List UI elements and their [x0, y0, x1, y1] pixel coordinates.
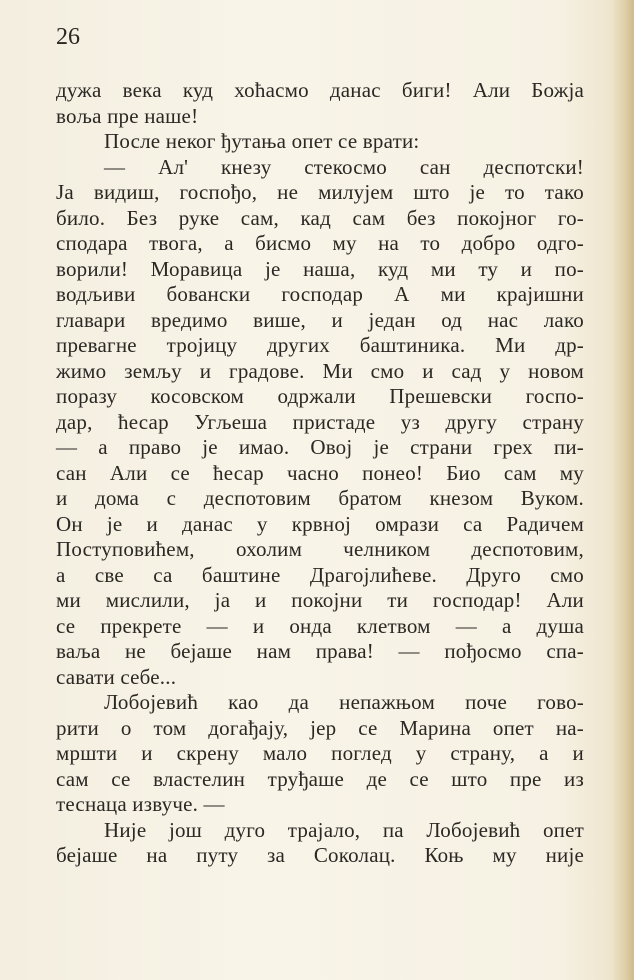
text-line: жимо земљу и градове. Ми смо и сад у новом [56, 358, 584, 383]
text-line: бејаше на путу за Соколац. Коњ му није [56, 843, 584, 867]
text-line: — Ал' кнезу стекосмо сан деспотски! [104, 154, 584, 179]
text-line: воља пре наше! [56, 103, 199, 128]
text-line: — а право је имао. Овој је страни грех пи- [56, 435, 584, 459]
text-line: водљиви бовански господар А ми крајишни [56, 282, 584, 306]
text-line: а све са баштине Драгојлићеве. Друго смо [56, 562, 584, 587]
body-text [56, 78, 584, 869]
text-line: дар, ћесар Угљеша пристаде уз другу страну [56, 409, 584, 434]
text-line: сам се властелин труђаше де се што пре из [56, 766, 584, 791]
page-number: 26 [56, 24, 80, 50]
text-line: Није још дуго трајало, па Лобојевић опет [104, 817, 584, 842]
text-line: Лобојевић као да непажњом поче гово- [104, 690, 584, 714]
text-line: Он је и данас у крвној омрази са Радичем [56, 511, 584, 536]
text-line: Поступовићем, охолим челником деспотовим, [56, 537, 584, 561]
text-line: Ја видиш, госпођо, не милујем што је то тако [56, 180, 584, 204]
text-line: ми мислили, ја и покојни ти господар! Али [56, 588, 584, 612]
text-line: се прекрете — и онда клетвом — а душа [56, 613, 584, 638]
text-line: превагне тројицу других баштиника. Ми др- [56, 333, 584, 357]
text-line: главари вредимо више, и један од нас лако [56, 307, 584, 332]
text-line: поразу косовском одржали Прешевски госпо- [56, 384, 584, 408]
text-line: дужа века куд хоћасмо данас биги! Али Божја [56, 78, 584, 102]
page-edge [612, 0, 634, 980]
text-line: сподара твога, а бисмо му на то добро одго- [56, 231, 584, 255]
text-line: ваља не бејаше нам права! — пођосмо спа- [56, 639, 584, 663]
text-line: било. Без руке сам, кад сам без покојног го- [56, 205, 584, 230]
text-line: теснаца извуче. — [56, 792, 225, 816]
text-line: сан Али се ћесар часно понео! Био сам му [56, 460, 584, 485]
text-line: ворили! Моравица је наша, куд ми ту и по- [56, 256, 584, 281]
text-line: мршти и скрену мало поглед у страну, а и [56, 741, 584, 765]
text-line: и дома с деспотовим братом кнезом Вуком. [56, 486, 584, 510]
text-line: савати себе... [56, 664, 177, 689]
text-line: После неког ђутања опет се врати: [104, 129, 420, 153]
text-line: рити о том догађају, јер се Марина опет на- [56, 715, 584, 740]
